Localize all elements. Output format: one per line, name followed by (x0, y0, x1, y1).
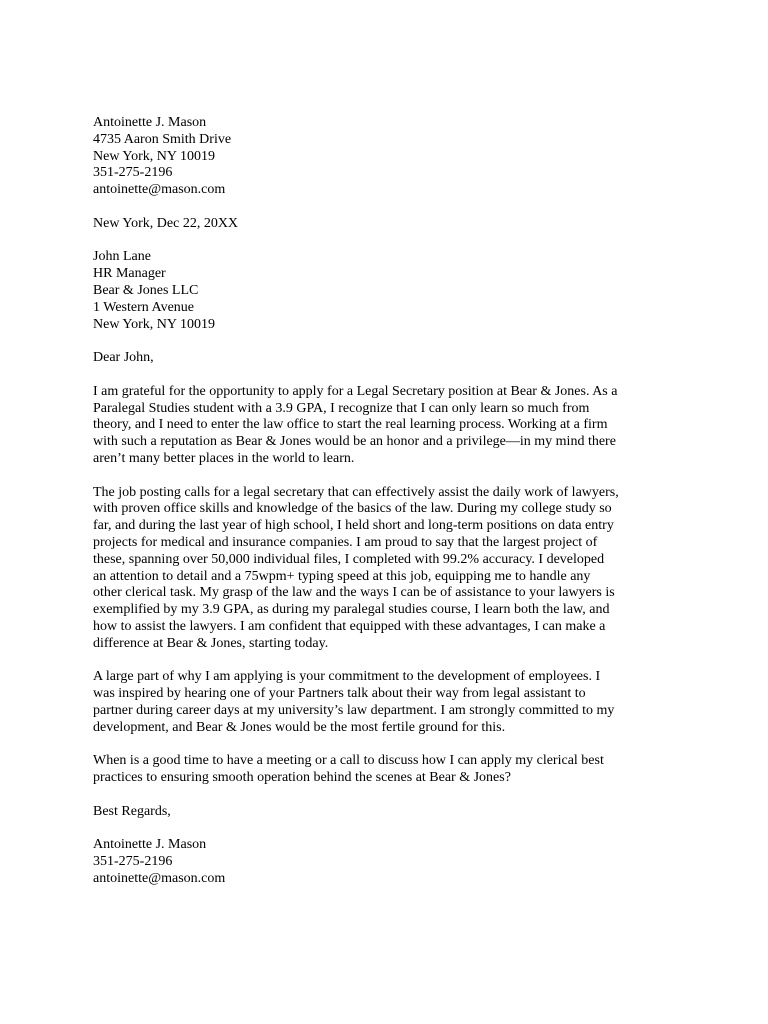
sender-name: Antoinette J. Mason (93, 115, 207, 130)
body-line: was inspired by hearing one of your Partners talk about their way from legal assistant to (93, 686, 586, 702)
sender-city: New York, NY 10019 (93, 148, 215, 164)
body-line: The job posting calls for a legal secretary that can effectively assist the daily work of lawyers, (93, 484, 619, 500)
sender-street: 4735 Aaron Smith Drive (93, 131, 232, 147)
sender-address-block (93, 115, 693, 199)
salutation-block (93, 350, 693, 367)
body-paragraph-3 (93, 669, 693, 736)
recipient-company: Bear & Jones LLC (93, 282, 199, 298)
body-paragraph-4 (93, 753, 693, 787)
signature-name: Antoinette J. Mason (93, 837, 207, 853)
body-line: Paralegal Studies student with a 3.9 GPA, I recognize that I can only learn so much from (93, 400, 590, 416)
cover-letter (93, 115, 693, 904)
body-line: practices to ensuring smooth operation behind the scenes at Bear & Jones? (93, 770, 511, 786)
body-line: exemplified by my 3.9 GPA, as during my paralegal studies course, I learn both the law, and (93, 602, 610, 618)
closing-block (93, 804, 693, 821)
letter-date: New York, Dec 22, 20XX (93, 215, 239, 231)
body-line: other clerical task. My grasp of the law and the ways I can be of assistance to your lawyers is (93, 585, 615, 601)
body-line: partner during career days at my university’s law department. I am strongly committed to my (93, 702, 615, 718)
recipient-name: John Lane (93, 249, 151, 265)
body-line: A large part of why I am applying is your commitment to the development of employees. I (93, 669, 601, 685)
body-line: these, spanning over 50,000 individual files, I completed with 99.2% accuracy. I developed (93, 551, 605, 567)
recipient-address-block (93, 249, 693, 333)
salutation: Dear John, (93, 350, 154, 366)
body-line: When is a good time to have a meeting or a call to discuss how I can apply my clerical best (93, 753, 604, 769)
body-line: aren’t many better places in the world to learn. (93, 450, 355, 466)
body-line: difference at Bear & Jones, starting today. (93, 635, 329, 651)
signature-email: antoinette@mason.com (93, 870, 226, 886)
date-block (93, 216, 693, 233)
signature-phone: 351-275-2196 (93, 854, 173, 870)
recipient-city: New York, NY 10019 (93, 316, 215, 332)
closing: Best Regards, (93, 803, 171, 819)
body-paragraph-2 (93, 485, 693, 653)
body-paragraph-1 (93, 384, 693, 468)
sender-email: antoinette@mason.com (93, 182, 226, 198)
signature-block (93, 837, 693, 887)
recipient-street: 1 Western Avenue (93, 299, 194, 315)
sender-phone: 351-275-2196 (93, 165, 173, 181)
body-line: how to assist the lawyers. I am confident that equipped with these advantages, I can make a (93, 618, 606, 634)
body-line: with proven office skills and knowledge of the basics of the law. During my college study so (93, 501, 612, 517)
body-line: development, and Bear & Jones would be the most fertile ground for this. (93, 719, 506, 735)
recipient-title: HR Manager (93, 266, 166, 282)
body-line: an attention to detail and a 75wpm+ typing speed at this job, equipping me to handle any (93, 568, 591, 584)
body-line: I am grateful for the opportunity to apply for a Legal Secretary position at Bear & Jones. As a (93, 383, 618, 399)
body-line: projects for medical and insurance companies. I am proud to say that the largest project of (93, 534, 598, 550)
body-line: with such a reputation as Bear & Jones would be an honor and a privilege—in my mind there (93, 434, 616, 450)
body-line: theory, and I need to enter the law office to start the real learning process. Working at a firm (93, 417, 608, 433)
body-line: far, and during the last year of high school, I held short and long-term positions on data entry (93, 518, 614, 534)
